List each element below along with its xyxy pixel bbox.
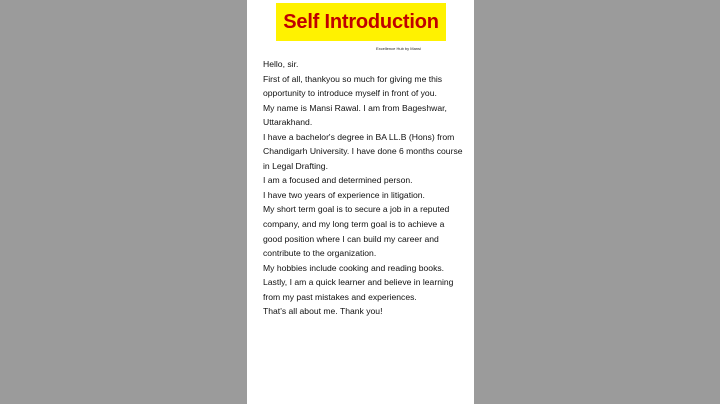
title-banner	[276, 3, 446, 41]
text-line: My name is Mansi Rawal. I am from Bageshwar,	[263, 102, 447, 113]
text-line: Chandigarh University. I have done 6 months course	[263, 146, 463, 157]
text-line: Uttarakhand.	[263, 117, 313, 128]
text-line: I am a focused and determined person.	[263, 175, 413, 186]
text-line: I have two years of experience in litigation.	[263, 189, 425, 200]
page-title: Self Introduction	[283, 10, 439, 33]
document-page	[247, 0, 474, 404]
text-line: contribute to the organization.	[263, 248, 377, 259]
text-line: First of all, thankyou so much for giving me this	[263, 73, 443, 84]
text-line: good position where I can build my career and	[263, 233, 439, 244]
left-letterbox	[0, 0, 247, 404]
text-line: company, and my long term goal is to achieve a	[263, 219, 445, 230]
credit-text: Excellence Hub by Mansi	[376, 46, 421, 51]
text-line: My hobbies include cooking and reading books.	[263, 262, 445, 273]
text-line: My short term goal is to secure a job in a reputed	[263, 204, 450, 215]
text-line: opportunity to introduce myself in front of you.	[263, 88, 437, 99]
text-line: in Legal Drafting.	[263, 160, 328, 171]
right-letterbox	[474, 0, 720, 404]
text-line: That's all about me. Thank you!	[263, 306, 383, 317]
introduction-body	[263, 57, 469, 319]
text-line: Hello, sir.	[263, 59, 299, 69]
text-line: I have a bachelor's degree in BA LL.B (Hons) from	[263, 131, 455, 142]
text-line: Lastly, I am a quick learner and believe in learning	[263, 277, 454, 288]
text-line: from my past mistakes and experiences.	[263, 291, 417, 302]
